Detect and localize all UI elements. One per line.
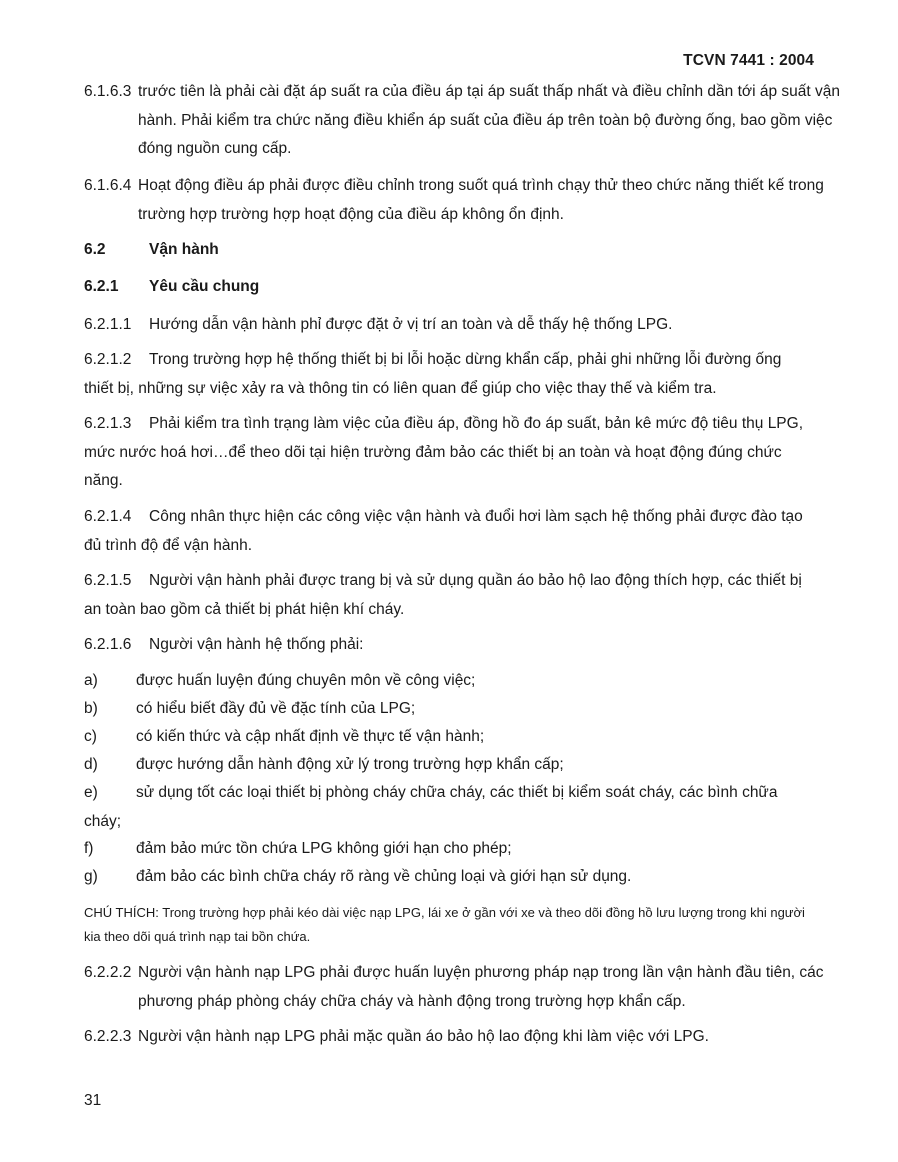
clause-number: 6.2.1.2 xyxy=(84,351,132,368)
list-text: đảm bảo mức tồn chứa LPG không giới hạn cho phép; xyxy=(136,840,512,857)
section-heading-6-2 xyxy=(84,236,814,265)
paragraph-6-2-1-2 xyxy=(84,346,814,403)
paragraph-6-2-1-1 xyxy=(84,311,814,340)
paragraph-6-1-6-3 xyxy=(84,78,868,164)
clause-number: 6.1.6.3 xyxy=(84,83,132,100)
paragraph-6-2-2-3 xyxy=(84,1023,814,1052)
clause-text: Hoạt động điều áp phải được điều chỉnh trong suốt quá trình chạy thử theo chức năng thiết kế trong trường hợp trường hợp hoạt động của điều áp không ổn định. xyxy=(138,177,824,223)
clause-number: 6.2.1.6 xyxy=(84,636,132,653)
list-letter: d) xyxy=(84,756,98,773)
clause-number: 6.2.1.4 xyxy=(84,508,132,525)
list-text: có hiểu biết đầy đủ về đặc tính của LPG; xyxy=(136,700,416,717)
list-item xyxy=(84,863,814,892)
section-title: Yêu cầu chung xyxy=(149,278,260,295)
list-text: đảm bảo các bình chữa cháy rõ ràng về chủng loại và giới hạn sử dụng. xyxy=(136,868,632,885)
list-text: được huấn luyện đúng chuyên môn về công việc; xyxy=(136,672,476,689)
clause-number: 6.1.6.4 xyxy=(84,177,132,194)
clause-number: 6.2.2.3 xyxy=(84,1028,132,1045)
clause-text: Người vận hành phải được trang bị và sử dụng quần áo bảo hộ lao động thích hợp, các thiết bị an toàn bao gồm cả thiết bị phát hiện khí cháy. xyxy=(84,572,802,618)
paragraph-6-2-1-5 xyxy=(84,567,814,624)
list-item xyxy=(84,723,814,752)
list-text: sử dụng tốt các loại thiết bị phòng cháy chữa cháy, các thiết bị kiểm soát cháy, các bình chữa cháy; xyxy=(84,784,778,830)
clause-text: Công nhân thực hiện các công việc vận hành và đuổi hơi làm sạch hệ thống phải được đào tạo đủ trình độ để vận hành. xyxy=(84,508,803,554)
clause-text: Trong trường hợp hệ thống thiết bị bi lỗi hoặc dừng khẩn cấp, phải ghi những lỗi đường ống thiết bị, những sự việc xảy ra và thông tin có liên quan để giúp cho việc thay thế và kiểm tra. xyxy=(84,351,782,397)
clause-text: trước tiên là phải cài đặt áp suất ra của điều áp tại áp suất thấp nhất và điều chỉnh dần tới áp suất vận hành. Phải kiểm tra chức năng điều khiển áp suất của điều áp trên toàn bộ đường ống, bao gồm việc đóng nguồn cung cấp. xyxy=(138,83,840,157)
clause-text: Người vận hành hệ thống phải: xyxy=(149,636,364,653)
paragraph-6-2-1-3 xyxy=(84,410,814,496)
page-number: 31 xyxy=(84,1092,102,1109)
list-letter: a) xyxy=(84,672,98,689)
document-header: TCVN 7441 : 2004 xyxy=(683,52,814,69)
clause-number: 6.2.1.5 xyxy=(84,572,132,589)
paragraph-6-2-2-2 xyxy=(84,959,868,1016)
section-number: 6.2.1 xyxy=(84,278,119,295)
section-heading-6-2-1 xyxy=(84,273,814,302)
list-item xyxy=(84,751,814,780)
list-letter: c) xyxy=(84,728,97,745)
list-letter: e) xyxy=(84,784,98,801)
list-item xyxy=(84,835,814,864)
section-number: 6.2 xyxy=(84,241,106,258)
list-item xyxy=(84,695,814,724)
paragraph-6-2-1-4 xyxy=(84,503,814,560)
list-text: được hướng dẫn hành động xử lý trong trường hợp khẩn cấp; xyxy=(136,756,564,773)
clause-text: Hướng dẫn vận hành phỉ được đặt ở vị trí an toàn và dễ thấy hệ thống LPG. xyxy=(149,316,673,333)
clause-text: Người vận hành nạp LPG phải được huấn luyện phương pháp nạp trong lần vận hành đầu tiên, các phương pháp phòng cháy chữa cháy và hành động trong trường hợp khẩn cấp. xyxy=(138,964,824,1010)
list-letter: b) xyxy=(84,700,98,717)
clause-text: Người vận hành nạp LPG phải mặc quần áo bảo hộ lao động khi làm việc với LPG. xyxy=(138,1028,709,1045)
list-text: có kiến thức và cập nhất định về thực tế vận hành; xyxy=(136,728,485,745)
clause-text: Phải kiểm tra tình trạng làm việc của điều áp, đồng hồ đo áp suất, bản kê mức độ tiêu thụ LPG, mức nước hoá hơi…để theo dõi tại hiện trường đảm bảo các thiết bị an toàn và hoạt động đúng chức năng. xyxy=(84,415,804,489)
clause-number: 6.2.2.2 xyxy=(84,964,132,981)
clause-number: 6.2.1.3 xyxy=(84,415,132,432)
note: CHÚ THÍCH: Trong trường hợp phải kéo dài việc nạp LPG, lái xe ở gần với xe và theo dõi đồng hồ lưu lượng trong khi người kia theo dõi quá trình nạp tai bồn chứa. xyxy=(84,905,805,944)
list-item xyxy=(84,779,814,836)
list-item xyxy=(84,667,814,696)
clause-number: 6.2.1.1 xyxy=(84,316,132,333)
list-letter: g) xyxy=(84,868,98,885)
paragraph-6-1-6-4 xyxy=(84,172,868,229)
paragraph-6-2-1-6 xyxy=(84,631,814,660)
section-title: Vận hành xyxy=(149,241,219,258)
list-letter: f) xyxy=(84,840,94,857)
